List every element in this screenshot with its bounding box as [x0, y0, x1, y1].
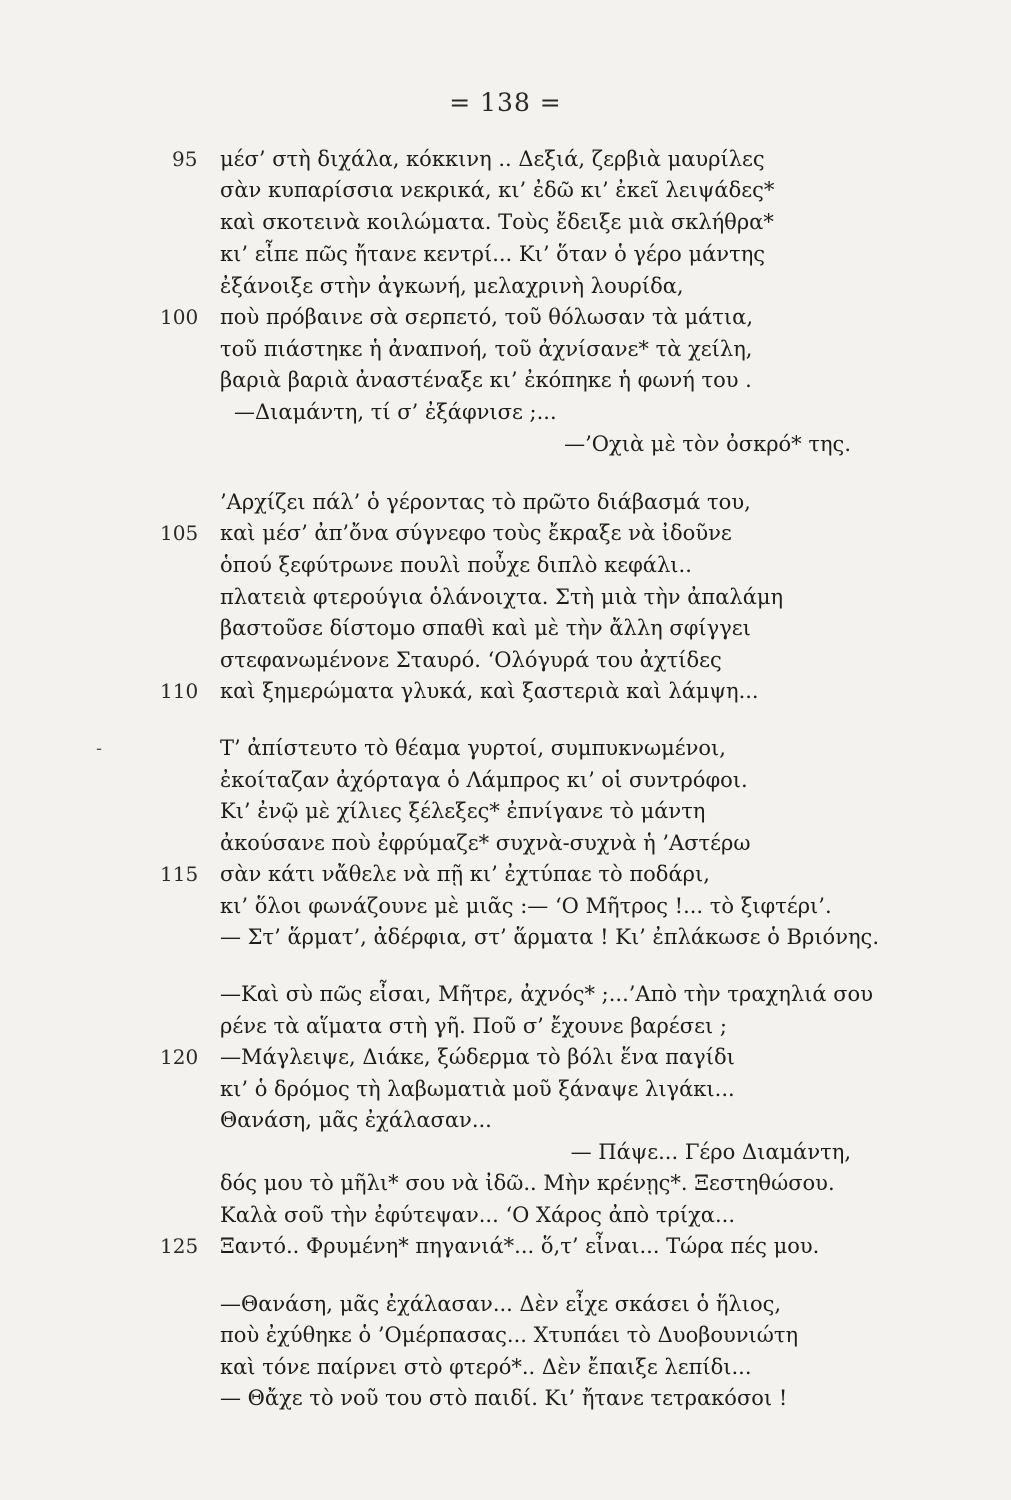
- verse-line-125: Ξαντό.. Φρυμένη* πηγανιά*... ὅ,τ’ εἶναι... Τώρα πές μου.: [220, 1234, 820, 1258]
- verse-line-96: σὰν κυπαρίσσια νεκρικά, κι’ ἐδῶ κι’ ἐκεῖ λειψάδες*: [220, 178, 775, 202]
- margin-mark: -: [96, 738, 103, 759]
- verse-line-129: — Θἄχε τὸ νοῦ του στὸ παιδί. Κι’ ἤτανε τετρακόσοι !: [220, 1386, 788, 1410]
- line-number-95: 95: [172, 147, 198, 171]
- verse-line-102: βαριὰ βαριὰ ἀναστέναξε κι’ ἐκόπηκε ἡ φωνή του .: [220, 368, 752, 392]
- verse-line-121: κι’ ὁ δρόμος τὴ λαβωματιὰ μοῦ ξάναψε λιγάκι...: [220, 1077, 735, 1101]
- verse-line-120: —Μάγλειψε, Διάκε, ξώδερμα τὸ βόλι ἕνα παγίδι: [220, 1045, 735, 1069]
- verse-line-112: ἐκοίταζαν ἀχόρταγα ὁ Λάμπρος κι’ οἱ συντρόφοι.: [220, 768, 748, 792]
- verse-line-128: καὶ τόνε παίρνει στὸ φτερό*.. Δὲν ἔπαιξε λεπίδι...: [220, 1355, 752, 1379]
- verse-line-122b: — Πάψε... Γέρο Διαμάντη,: [570, 1140, 851, 1164]
- verse-line-109: στεφανωμένονε Σταυρό. ‘Ολόγυρά του ἀχτίδες: [220, 648, 722, 672]
- verse-line-108: βαστοῦσε δίστομο σπαθὶ καὶ μὲ τὴν ἄλλη σφίγγει: [220, 616, 751, 640]
- verse-line-100: ποὺ πρόβαινε σὰ σερπετό, τοῦ θόλωσαν τὰ μάτια,: [220, 305, 753, 329]
- verse-line-107: πλατειὰ φτερούγια ὁλάνοιχτα. Στὴ μιὰ τὴν ἀπαλάμη: [220, 585, 784, 609]
- verse-line-101: τοῦ πιάστηκε ἡ ἀναπνοή, τοῦ ἀχνίσανε* τὰ χείλη,: [220, 337, 753, 361]
- verse-line-113: Κι’ ἐνῷ μὲ χίλιες ξέλεξες* ἐπνίγανε τὸ μάντη: [220, 799, 706, 823]
- line-number-115: 115: [160, 862, 199, 886]
- verse-line-116: κι’ ὅλοι φωνάζουνε μὲ μιᾶς :— ‘Ο Μῆτρος !... τὸ ξιφτέρι’.: [220, 894, 832, 918]
- line-number-105: 105: [160, 521, 199, 545]
- verse-line-99: ἐξάνοιξε στὴν ἀγκωνή, μελαχρινὴ λουρίδα,: [220, 274, 684, 298]
- line-number-100: 100: [160, 305, 199, 329]
- verse-line-126: —Θανάση, μᾶς ἐχάλασαν... Δὲν εἶχε σκάσει ὁ ἥλιος,: [220, 1292, 782, 1316]
- verse-line-103a: —Διαμάντη, τί σ’ ἐξάφνισε ;...: [234, 400, 557, 424]
- verse-line-97: καὶ σκοτεινὰ κοιλώματα. Τοὺς ἔδειξε μιὰ σκλήθρα*: [220, 210, 774, 234]
- verse-line-122a: Θανάση, μᾶς ἐχάλασαν...: [220, 1108, 492, 1132]
- line-number-125: 125: [160, 1234, 199, 1258]
- verse-line-123: δός μου τὸ μῆλι* σου νὰ ἰδῶ.. Μὴν κρένῃς*. Ξεστηθώσου.: [220, 1171, 835, 1195]
- verse-line-117: — Στ’ ἅρματ’, ἀδέρφια, στ’ ἅρματα ! Κι’ ἐπλάκωσε ὁ Βριόνης.: [220, 925, 879, 949]
- verse-line-127: ποὺ ἐχύθηκε ὁ ’Ομέρπασας... Χτυπάει τὸ Δυοβουνιώτη: [220, 1323, 799, 1347]
- verse-line-105: καὶ μέσ’ ἀπ’ὄνα σύγνεφο τοὺς ἔκραξε νὰ ἰδοῦνε: [220, 521, 732, 545]
- verse-line-118: —Καὶ σὺ πῶς εἶσαι, Μῆτρε, ἀχνός* ;...’Απὸ τὴν τραχηλιά σου: [220, 982, 873, 1006]
- verse-line-103b: —’Οχιὰ μὲ τὸν ὀσκρό* της.: [564, 432, 851, 456]
- verse-line-98: κι’ εἶπε πῶς ἤτανε κεντρί... Κι’ ὅταν ὁ γέρο μάντης: [220, 242, 766, 266]
- verse-line-114: ἀκούσανε ποὺ ἐφρύμαζε* συχνὰ-συχνὰ ἡ ’Αστέρω: [220, 831, 751, 855]
- page-number: = 138 =: [449, 88, 562, 117]
- verse-line-110: καὶ ξημερώματα γλυκά, καὶ ξαστεριὰ καὶ λάμψη...: [220, 679, 759, 703]
- verse-line-111: Τ’ ἀπίστευτο τὸ θέαμα γυρτοί, συμπυκνωμένοι,: [220, 736, 726, 760]
- verse-line-106: ὁπού ξεφύτρωνε πουλὶ ποὖχε διπλὸ κεφάλι..: [220, 553, 692, 577]
- line-number-120: 120: [160, 1045, 199, 1069]
- verse-line-95: μέσ’ στὴ διχάλα, κόκκινη .. Δεξιά, ζερβιὰ μαυρίλες: [220, 147, 765, 171]
- line-number-110: 110: [160, 679, 199, 703]
- verse-line-124: Καλὰ σοῦ τὴν ἐφύτεψαν... ‘Ο Χάρος ἀπὸ τρίχα...: [220, 1203, 736, 1227]
- verse-line-119: ρένε τὰ αἵματα στὴ γῆ. Ποῦ σ’ ἔχουνε βαρέσει ;: [220, 1014, 727, 1038]
- verse-line-104: ’Αρχίζει πάλ’ ὁ γέροντας τὸ πρῶτο διάβασμά του,: [220, 490, 751, 514]
- verse-line-115: σὰν κάτι νἄθελε νὰ πῇ κι’ ἐχτύπαε τὸ ποδάρι,: [220, 862, 710, 886]
